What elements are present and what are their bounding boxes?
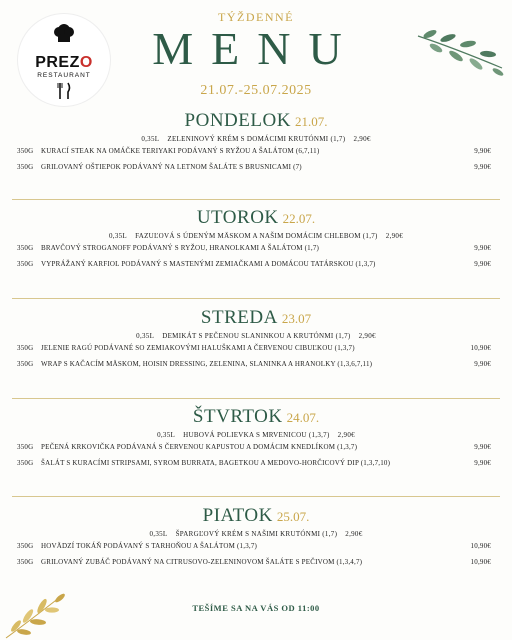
- item-name: ŠALÁT S KURACÍMI STRIPSAMI, SYROM BURRATA, BAGETKOU A MEDOVO-HORČICOVÝ DIP (1,3,7,10): [41, 459, 391, 467]
- item-name: VYPRÁŽANÝ KARFIOL PODÁVANÝ S MASTENÝMI ZEMIAČKAMI A DOMÁCOU TATÁRSKOU (1,3,7): [41, 260, 376, 268]
- gold-leaf-decoration: [2, 588, 72, 640]
- menu-title: MENU: [152, 23, 360, 74]
- logo-subtitle: RESTAURANT: [37, 72, 91, 79]
- soup-line: [0, 232, 512, 240]
- item-weight: 350G: [17, 260, 34, 268]
- item-price: 10,90€: [470, 558, 491, 566]
- item-name: PEČENÁ KRKOVIČKA PODÁVANÁ S ČERVENOU KAPUSTOU A DOMÁCIM KNEDLÍKOM (1,3,7): [41, 443, 358, 451]
- menu-item: [0, 143, 512, 159]
- section-divider: [12, 398, 500, 399]
- menu-item: [0, 256, 512, 272]
- day-section-streda: [0, 307, 512, 372]
- menu-item: [0, 340, 512, 356]
- soup-portion: 0,35L: [149, 530, 168, 538]
- item-price: 9,90€: [474, 459, 491, 467]
- menu-item: [0, 455, 512, 471]
- item-weight: 350G: [17, 542, 34, 550]
- menu-item: [0, 356, 512, 372]
- item-price: 9,90€: [474, 147, 491, 155]
- soup-portion: 0,35L: [141, 135, 160, 143]
- item-name: HOVÄDZÍ TOKÁŇ PODÁVANÝ S TARHOŇOU A ŠALÁTOM (1,3,7): [41, 542, 258, 550]
- day-date: 24.07.: [286, 410, 320, 425]
- item-name: GRILOVANÝ ZUBÁČ PODÁVANÝ NA CITRUSOVO-ZELENINOVOM ŠALÁTE S PEČIVOM (1,3,4,7): [41, 558, 363, 566]
- soup-line: [0, 431, 512, 439]
- item-price: 10,90€: [470, 344, 491, 352]
- soup-name: ŠPARGĽOVÝ KRÉM S NAŠIMI KRUTÓNMI (1,7): [175, 530, 338, 538]
- soup-price: 2,90€: [337, 431, 355, 439]
- menu-item: [0, 159, 512, 175]
- menu-item: [0, 554, 512, 570]
- soup-price: 2,90€: [358, 332, 376, 340]
- menu-date-range: 21.07.-25.07.2025: [200, 83, 312, 98]
- item-name: JELENIE RAGÚ PODÁVANÉ SO ZEMIAKOVÝMI HALUŠKAMI A ČERVENOU CIBUĽKOU (1,3,7): [41, 344, 355, 352]
- item-weight: 350G: [17, 558, 34, 566]
- day-name: PONDELOK: [184, 110, 291, 131]
- soup-name: ZELENINOVÝ KRÉM S DOMÁCIMI KRUTÓNMI (1,7): [167, 135, 346, 143]
- item-weight: 350G: [17, 163, 34, 171]
- item-price: 9,90€: [474, 163, 491, 171]
- soup-line: [0, 135, 512, 143]
- item-weight: 350G: [17, 443, 34, 451]
- section-divider: [12, 496, 500, 497]
- logo-brand: PREZO: [35, 54, 93, 71]
- item-price: 9,90€: [474, 244, 491, 252]
- opening-note: TEŠÍME SA NA VÁS OD 11:00: [192, 603, 320, 613]
- section-divider: [12, 298, 500, 299]
- day-section-utorok: [0, 207, 512, 272]
- day-date: 25.07.: [276, 509, 310, 524]
- item-name: BRAVČOVÝ STROGANOFF PODÁVANÝ S RYŽOU, HRANOLKAMI A ŠALÁTOM (1,7): [41, 244, 320, 252]
- soup-price: 2,90€: [385, 232, 404, 240]
- item-weight: 350G: [17, 344, 34, 352]
- soup-line: [0, 332, 512, 340]
- day-date: 22.07.: [282, 211, 316, 226]
- item-weight: 350G: [17, 360, 34, 368]
- day-name: UTOROK: [196, 207, 279, 228]
- soup-price: 2,90€: [353, 135, 371, 143]
- item-name: GRILOVANÝ OŠTIEPOK PODÁVANÝ NA LETNOM ŠALÁTE S BRUSNICAMI (7): [41, 163, 302, 171]
- day-date: 23.07: [281, 311, 312, 326]
- item-price: 9,90€: [474, 443, 491, 451]
- day-section-piatok: [0, 505, 512, 570]
- item-weight: 350G: [17, 147, 34, 155]
- section-divider: [12, 199, 500, 200]
- soup-price: 2,90€: [345, 530, 363, 538]
- item-weight: 350G: [17, 244, 34, 252]
- menu-item: [0, 439, 512, 455]
- item-price: 10,90€: [470, 542, 491, 550]
- menu-kicker: TÝŽDENNÉ: [218, 10, 294, 24]
- soup-name: HUBOVÁ POLIEVKA S MRVENICOU (1,3,7): [183, 431, 330, 439]
- day-date: 21.07.: [294, 114, 328, 129]
- day-name: STREDA: [200, 307, 278, 328]
- item-weight: 350G: [17, 459, 34, 467]
- day-name: PIATOK: [202, 505, 273, 526]
- item-name: KURACÍ STEAK NA OMÁČKE TERIYAKI PODÁVANÝ S RYŽOU A ŠALÁTOM (6,7,11): [41, 147, 320, 155]
- day-section-pondelok: [0, 110, 512, 175]
- item-price: 9,90€: [474, 260, 491, 268]
- item-name: WRAP S KAČACÍM MÄSKOM, HOISIN DRESSING, ZELENINA, SLANINKA A HRANOLKY (1,3,6,7,11): [41, 360, 373, 368]
- menu-item: [0, 538, 512, 554]
- soup-line: [0, 530, 512, 538]
- menu-item: [0, 240, 512, 256]
- soup-portion: 0,35L: [157, 431, 176, 439]
- soup-name: DEMIKÁT S PEČENOU SLANINKOU A KRUTÓNMI (1,7): [162, 332, 351, 340]
- day-section-stvrtok: [0, 406, 512, 471]
- olive-branch-decoration: [414, 28, 506, 76]
- soup-name: FAZUĽOVÁ S ÚDENÝM MÄSKOM A NAŠIM DOMÁCIM CHLEBOM (1,7): [135, 232, 378, 240]
- soup-portion: 0,35L: [108, 232, 128, 240]
- day-name: ŠTVRTOK: [192, 406, 283, 427]
- item-price: 9,90€: [474, 360, 491, 368]
- soup-portion: 0,35L: [136, 332, 155, 340]
